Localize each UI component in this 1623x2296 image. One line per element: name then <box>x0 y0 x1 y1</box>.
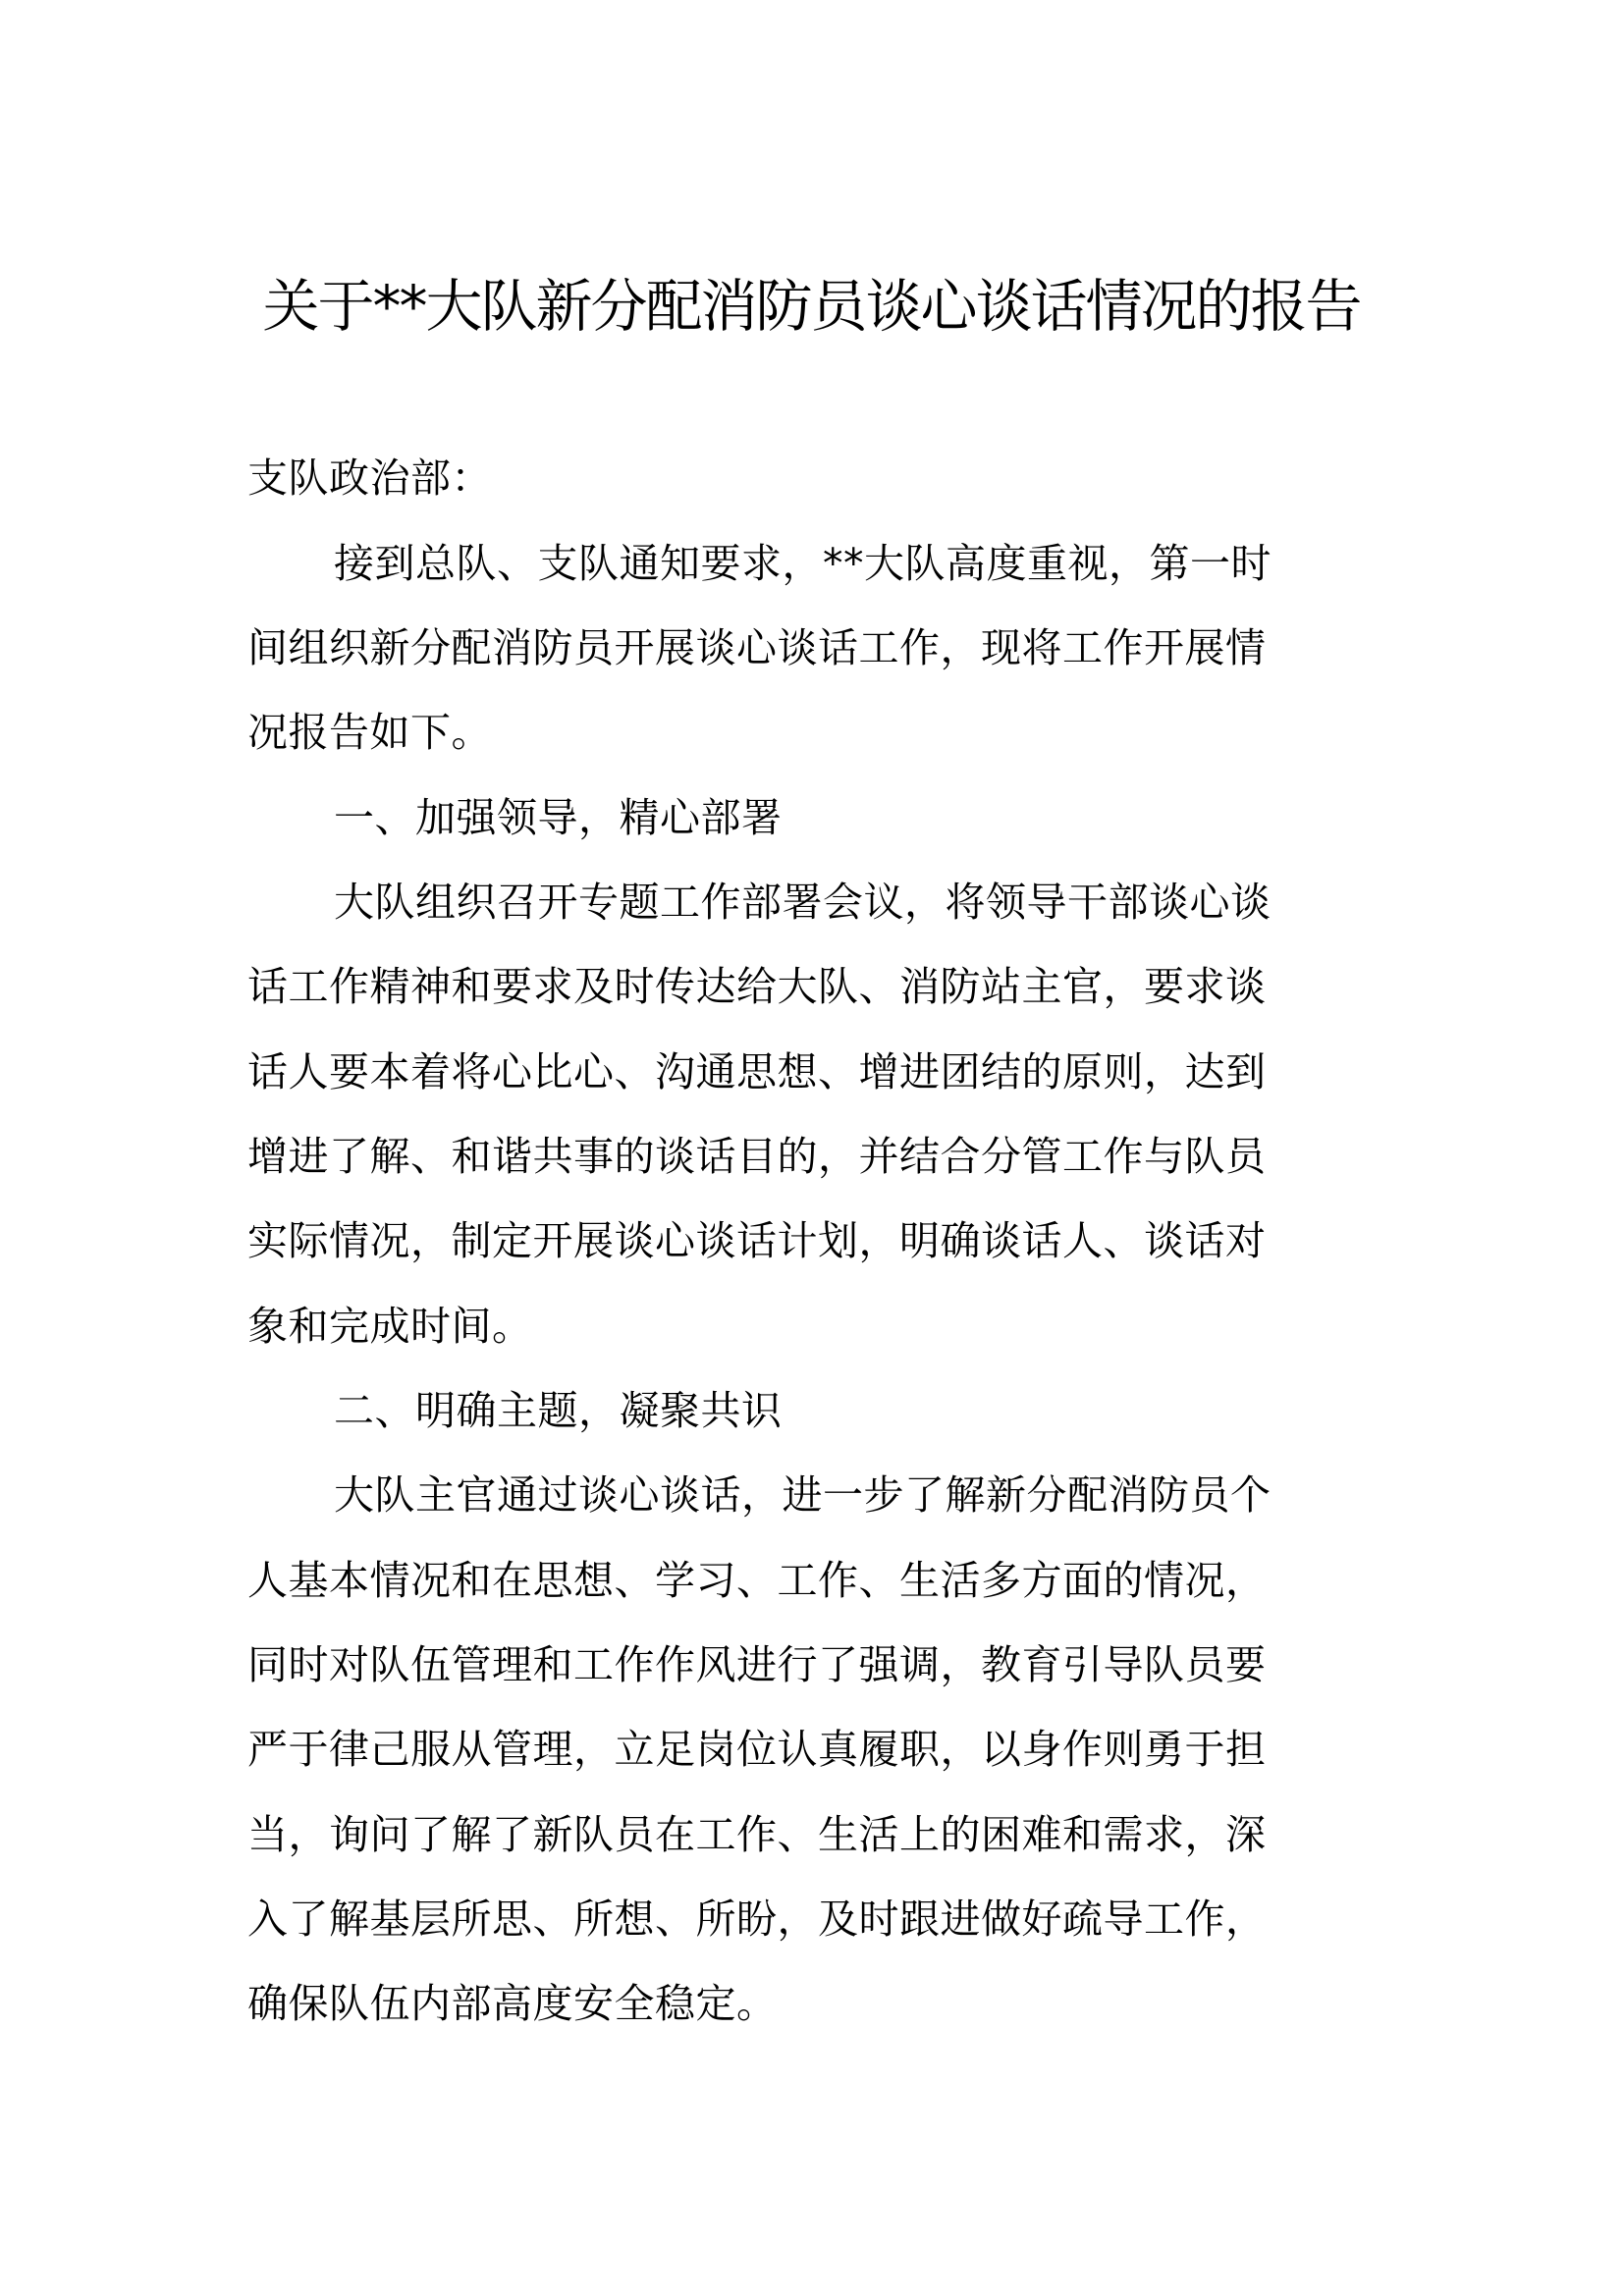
paragraph-line: 当，询问了解了新队员在工作、生活上的困难和需求，深 <box>247 1811 1267 1858</box>
paragraph-line: 接到总队、支队通知要求，**大队高度重视，第一时 <box>334 540 1271 587</box>
paragraph-line: 严于律己服从管理，立足岗位认真履职，以身作则勇于担 <box>247 1726 1267 1773</box>
paragraph-line: 人基本情况和在思想、学习、工作、生活多方面的情况， <box>247 1557 1267 1604</box>
salutation: 支队政治部： <box>247 454 492 502</box>
paragraph-line: 话工作精神和要求及时传达给大队、消防站主官，要求谈 <box>247 963 1267 1010</box>
paragraph-line: 实际情况，制定开展谈心谈话计划，明确谈话人、谈话对 <box>247 1217 1267 1264</box>
paragraph-line: 同时对队伍管理和工作作风进行了强调，教育引导队员要 <box>247 1641 1267 1688</box>
section-heading-1: 一、加强领导，精心部署 <box>334 794 783 841</box>
paragraph-line: 话人要本着将心比心、沟通思想、增进团结的原则，达到 <box>247 1048 1267 1095</box>
paragraph-line: 大队组织召开专题工作部署会议，将领导干部谈心谈 <box>334 879 1271 926</box>
section-heading-2: 二、明确主题，凝聚共识 <box>334 1387 783 1434</box>
document-title: 关于**大队新分配消防员谈心谈话情况的报告 <box>262 273 1361 340</box>
paragraph-line: 确保队伍内部高度安全稳定。 <box>247 1980 778 2027</box>
paragraph-line: 入了解基层所思、所想、所盼，及时跟进做好疏导工作， <box>247 1896 1267 1943</box>
paragraph-line: 大队主官通过谈心谈话，进一步了解新分配消防员个 <box>334 1471 1271 1519</box>
paragraph-line: 象和完成时间。 <box>247 1303 533 1350</box>
paragraph-line: 增进了解、和谐共事的谈话目的，并结合分管工作与队员 <box>247 1133 1267 1180</box>
paragraph-line: 况报告如下。 <box>247 709 492 756</box>
paragraph-line: 间组织新分配消防员开展谈心谈话工作，现将工作开展情 <box>247 624 1267 671</box>
